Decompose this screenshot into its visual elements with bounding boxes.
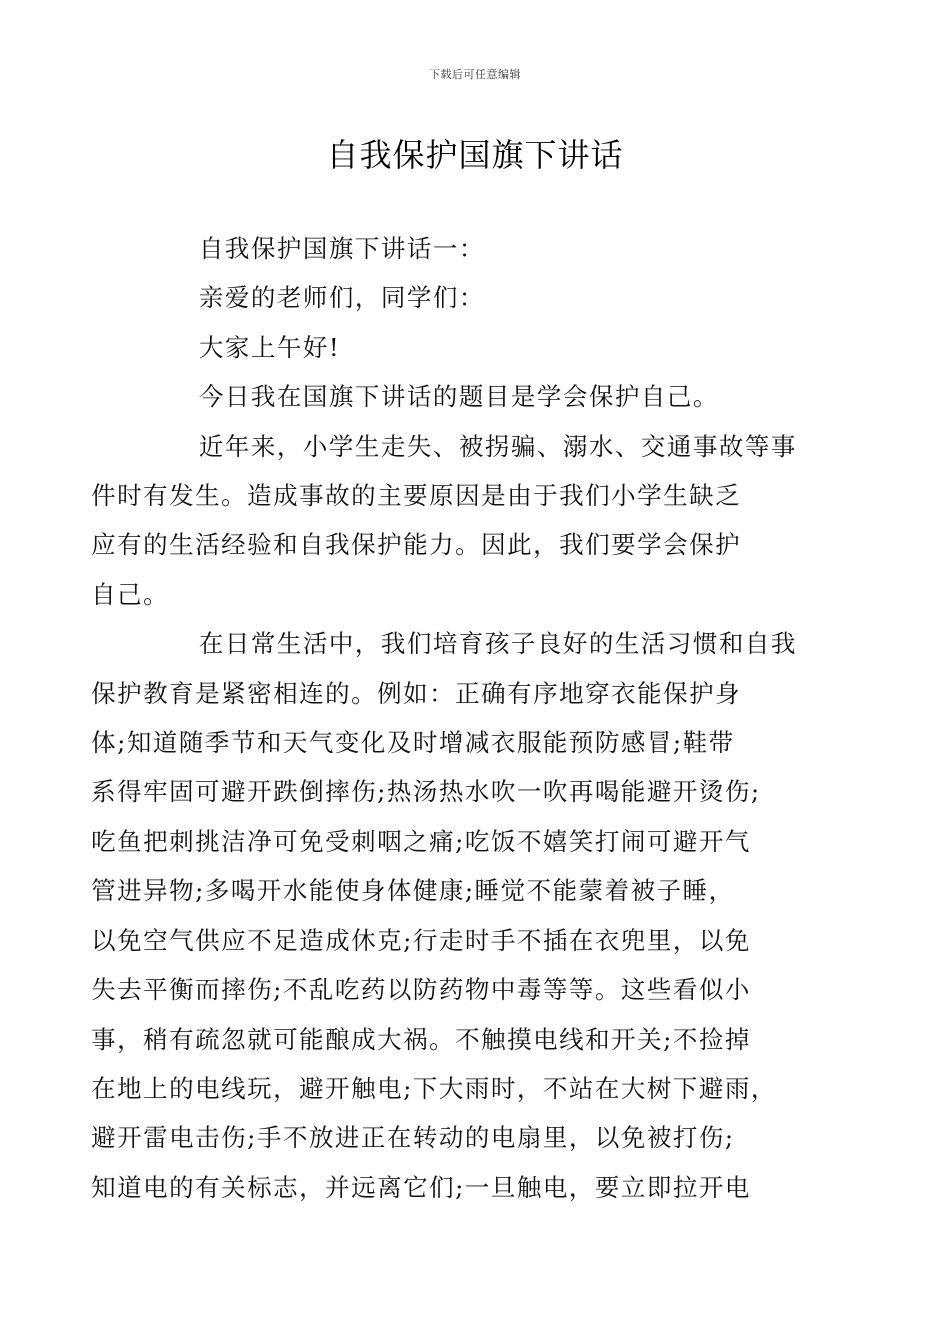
- text-line: 系得牢固可避开跌倒摔伤;热汤热水吹一吹再喝能避开烫伤;: [91, 777, 761, 807]
- text-line: 事，稍有疏忽就可能酿成大祸。不触摸电线和开关;不捡掉: [91, 1024, 751, 1054]
- paragraph-recent-incidents: [91, 422, 825, 620]
- text-line: 体;知道随季节和天气变化及时增减衣服能预防感冒;鞋带: [91, 728, 735, 758]
- text-line: 吃鱼把刺挑洁净可免受刺咽之痛;吃饭不嬉笑打闹可避开气: [91, 826, 751, 856]
- text-line: 失去平衡而摔伤;不乱吃药以防药物中毒等等。这些看似小: [91, 975, 751, 1005]
- paragraph-topic: [145, 372, 825, 421]
- paragraph-daily-life: [91, 619, 825, 1212]
- text-line: 近年来，小学生走失、被拐骗、溺水、交通事故等事: [198, 431, 797, 461]
- text-line: 应有的生活经验和自我保护能力。因此，我们要学会保护: [91, 530, 742, 560]
- text-line: 自己。: [91, 579, 170, 609]
- text-line: 避开雷电击伤;手不放进正在转动的电扇里，以免被打伤;: [91, 1123, 735, 1153]
- document-body: [91, 224, 825, 1212]
- text-line: 保护教育是紧密相连的。例如：正确有序地穿衣能保护身: [91, 678, 742, 708]
- text-line: 自我保护国旗下讲话一：: [198, 234, 485, 263]
- text-line: 大家上午好!: [198, 332, 341, 362]
- text-line: 知道电的有关标志，并远离它们;一旦触电，要立即拉开电: [91, 1172, 751, 1202]
- text-line: 在地上的电线玩，避开触电;下大雨时，不站在大树下避雨，: [91, 1073, 777, 1103]
- header-note: 下载后可任意编辑: [429, 68, 521, 81]
- paragraph-greeting: [145, 323, 825, 372]
- text-line: 以免空气供应不足造成休克;行走时手不插在衣兜里，以免: [91, 925, 751, 955]
- paragraph-salutation: [145, 273, 825, 322]
- text-line: 亲爱的老师们，同学们：: [198, 283, 485, 313]
- document-title: 自我保护国旗下讲话: [326, 136, 624, 174]
- text-line: 管进异物;多喝开水能使身体健康;睡觉不能蒙着被子睡，: [91, 876, 735, 906]
- text-line: 在日常生活中，我们培育孩子良好的生活习惯和自我: [198, 629, 797, 659]
- text-line: 今日我在国旗下讲话的题目是学会保护自己。: [198, 382, 719, 412]
- paragraph-heading: [145, 224, 825, 273]
- text-line: 件时有发生。造成事故的主要原因是由于我们小学生缺乏: [91, 481, 742, 511]
